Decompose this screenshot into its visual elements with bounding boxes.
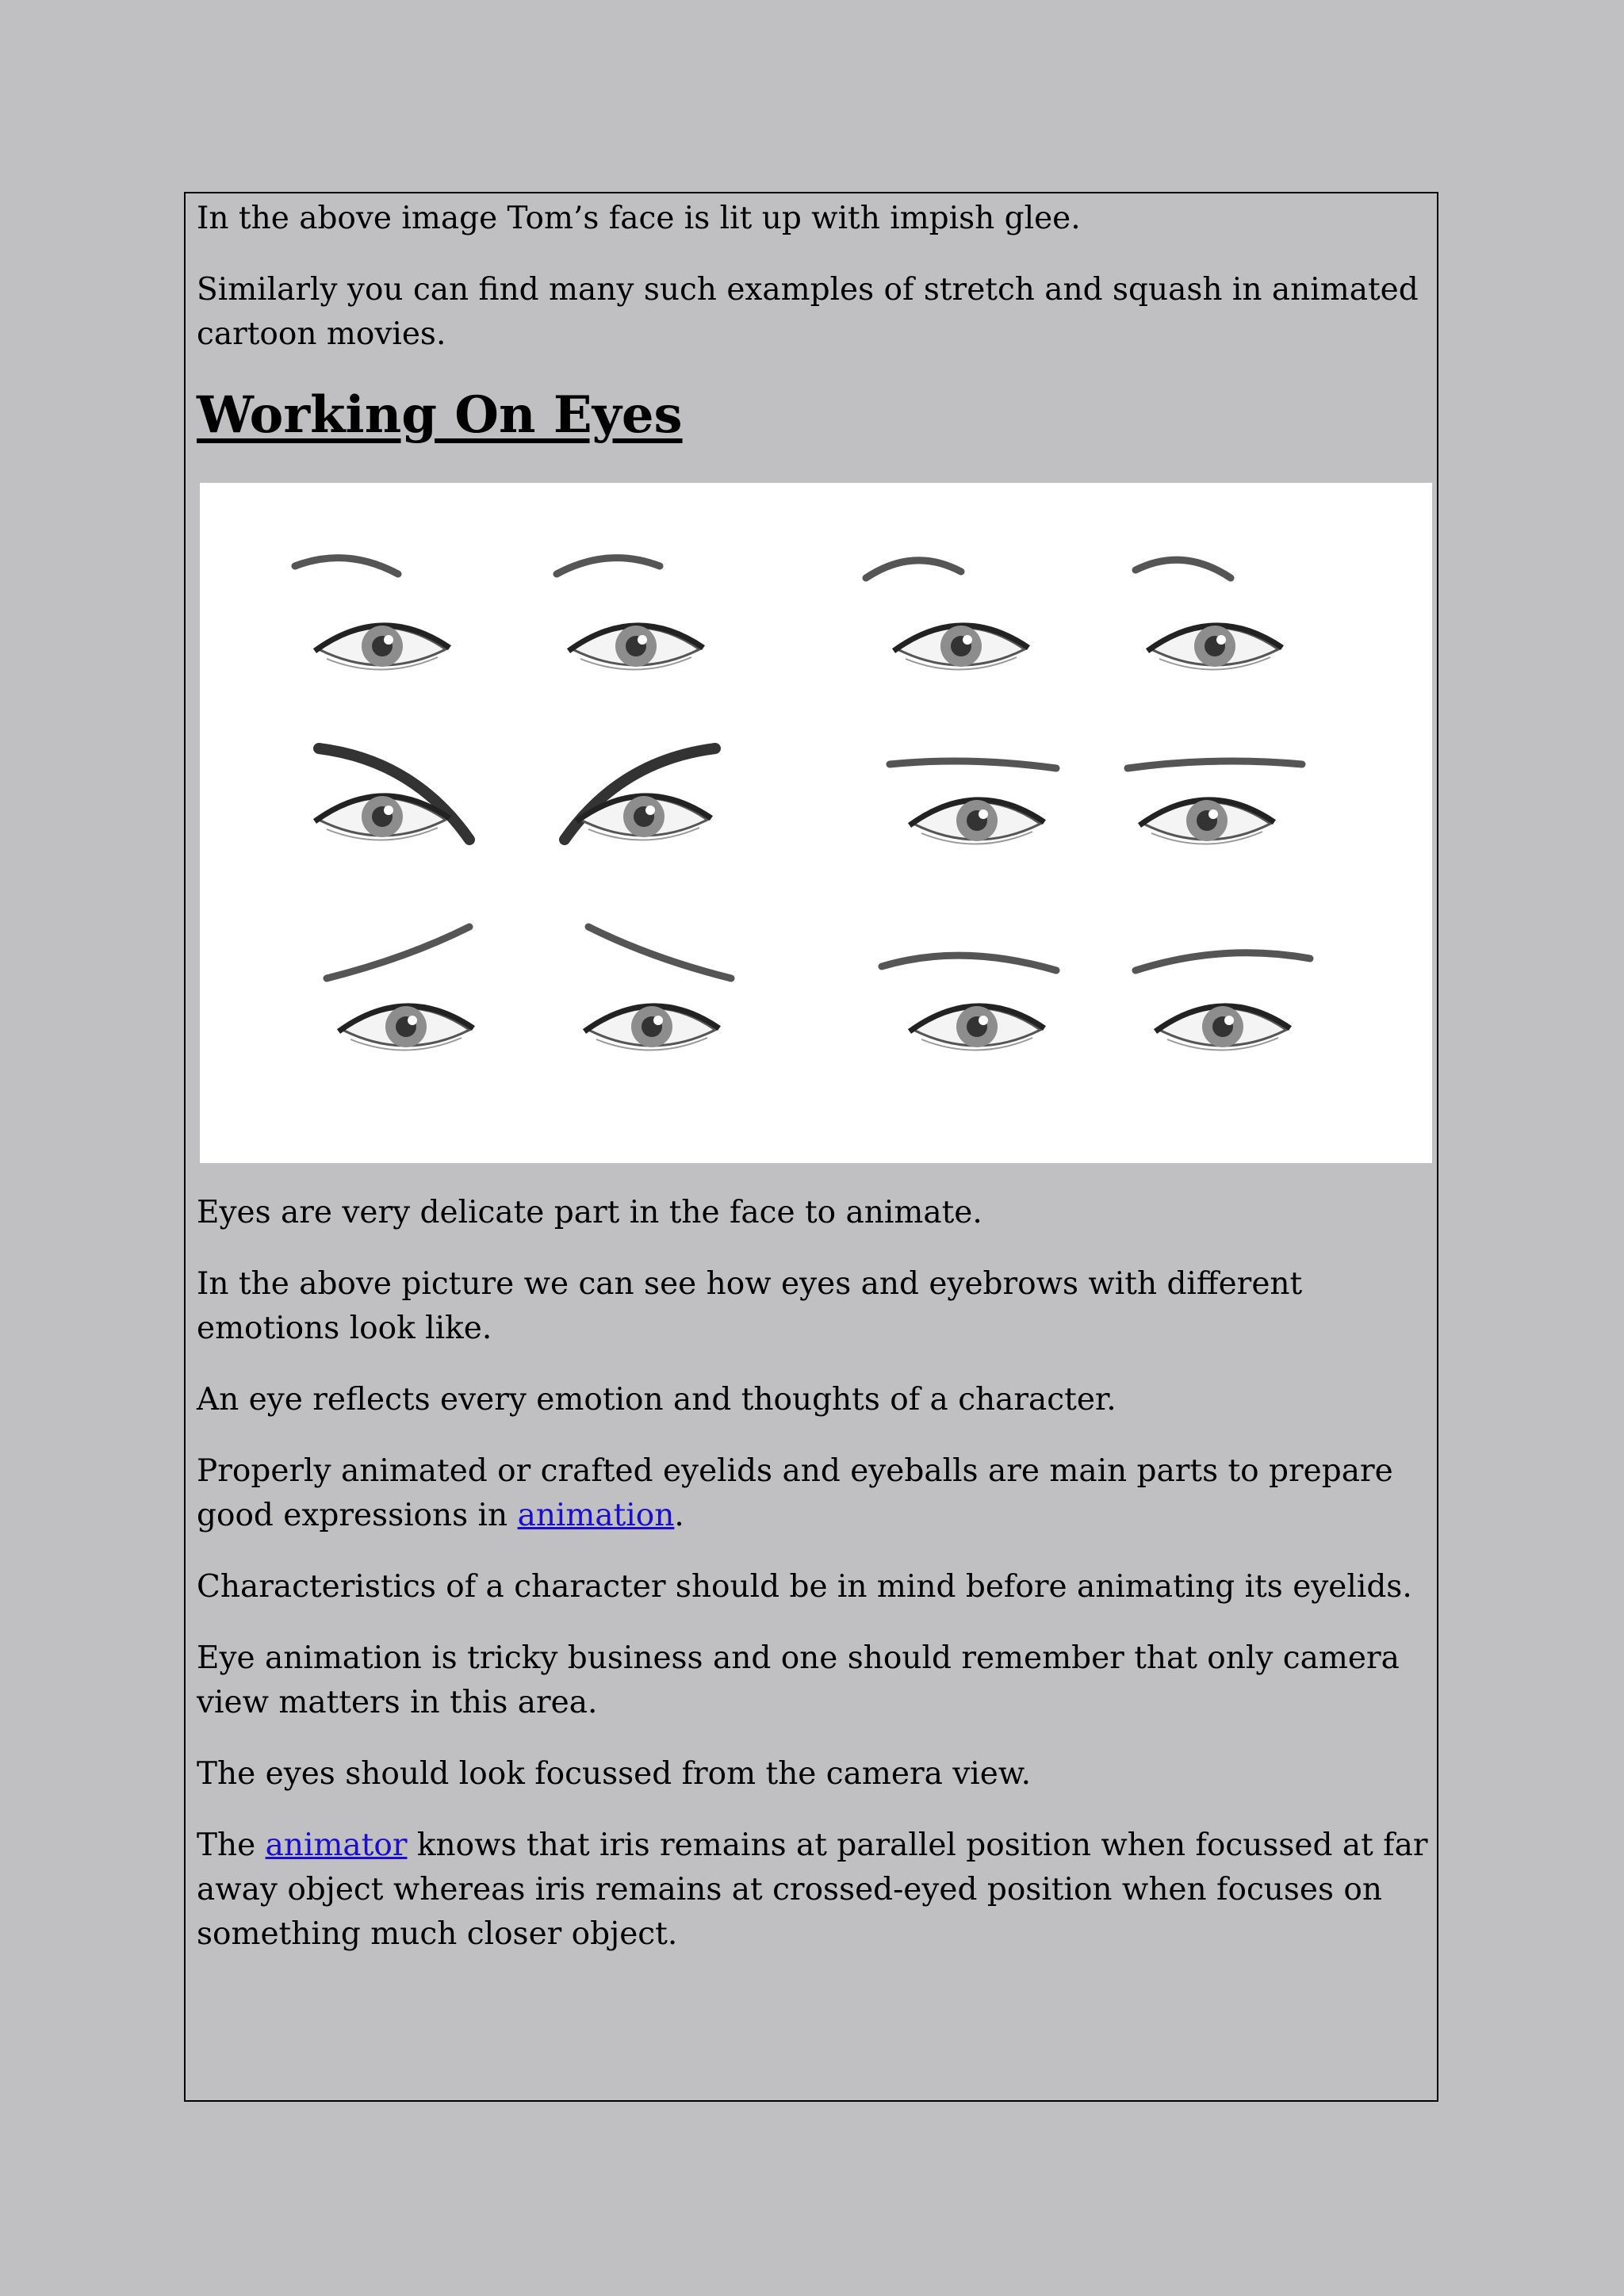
body-paragraph-2: In the above picture we can see how eyes and eyebrows with different emotions look like.	[197, 1266, 1303, 1346]
eye-expressions-figure	[200, 483, 1432, 1163]
intro-paragraph-1: In the above image Tom’s face is lit up with impish glee.	[197, 201, 1081, 236]
document-body-continued	[197, 1191, 1434, 1957]
body-paragraph-4	[197, 1449, 1434, 1538]
animator-link[interactable]: animator	[265, 1827, 408, 1863]
section-heading: Working On Eyes	[197, 385, 683, 445]
document-body	[197, 192, 1434, 447]
body-paragraph-7: The eyes should look focussed from the camera view.	[197, 1756, 1031, 1792]
body-paragraph-3: An eye reflects every emotion and thoughts of a character.	[197, 1382, 1116, 1418]
body-paragraph-8-text: knows that iris remains at parallel position when focussed at far away object whereas iris remains at crossed-eyed position when focuses on something much closer object.	[197, 1827, 1428, 1952]
body-paragraph-5: Characteristics of a character should be in mind before animating its eyelids.	[197, 1569, 1412, 1605]
body-paragraph-8-start: The	[197, 1827, 266, 1863]
body-paragraph-6: Eye animation is tricky business and one should remember that only camera view matters in this area.	[197, 1640, 1400, 1720]
body-paragraph-1: Eyes are very delicate part in the face to animate.	[197, 1195, 982, 1230]
eye-expressions-icon	[200, 483, 1432, 1163]
intro-paragraph-2: Similarly you can find many such examples of stretch and squash in animated cartoon movies.	[197, 272, 1419, 352]
body-paragraph-4-end: .	[674, 1498, 684, 1533]
animation-link[interactable]: animation	[517, 1498, 675, 1533]
body-paragraph-8	[197, 1823, 1434, 1957]
body-paragraph-4-text: Properly animated or crafted eyelids and eyeballs are main parts to prepare good expressions in	[197, 1453, 1393, 1533]
